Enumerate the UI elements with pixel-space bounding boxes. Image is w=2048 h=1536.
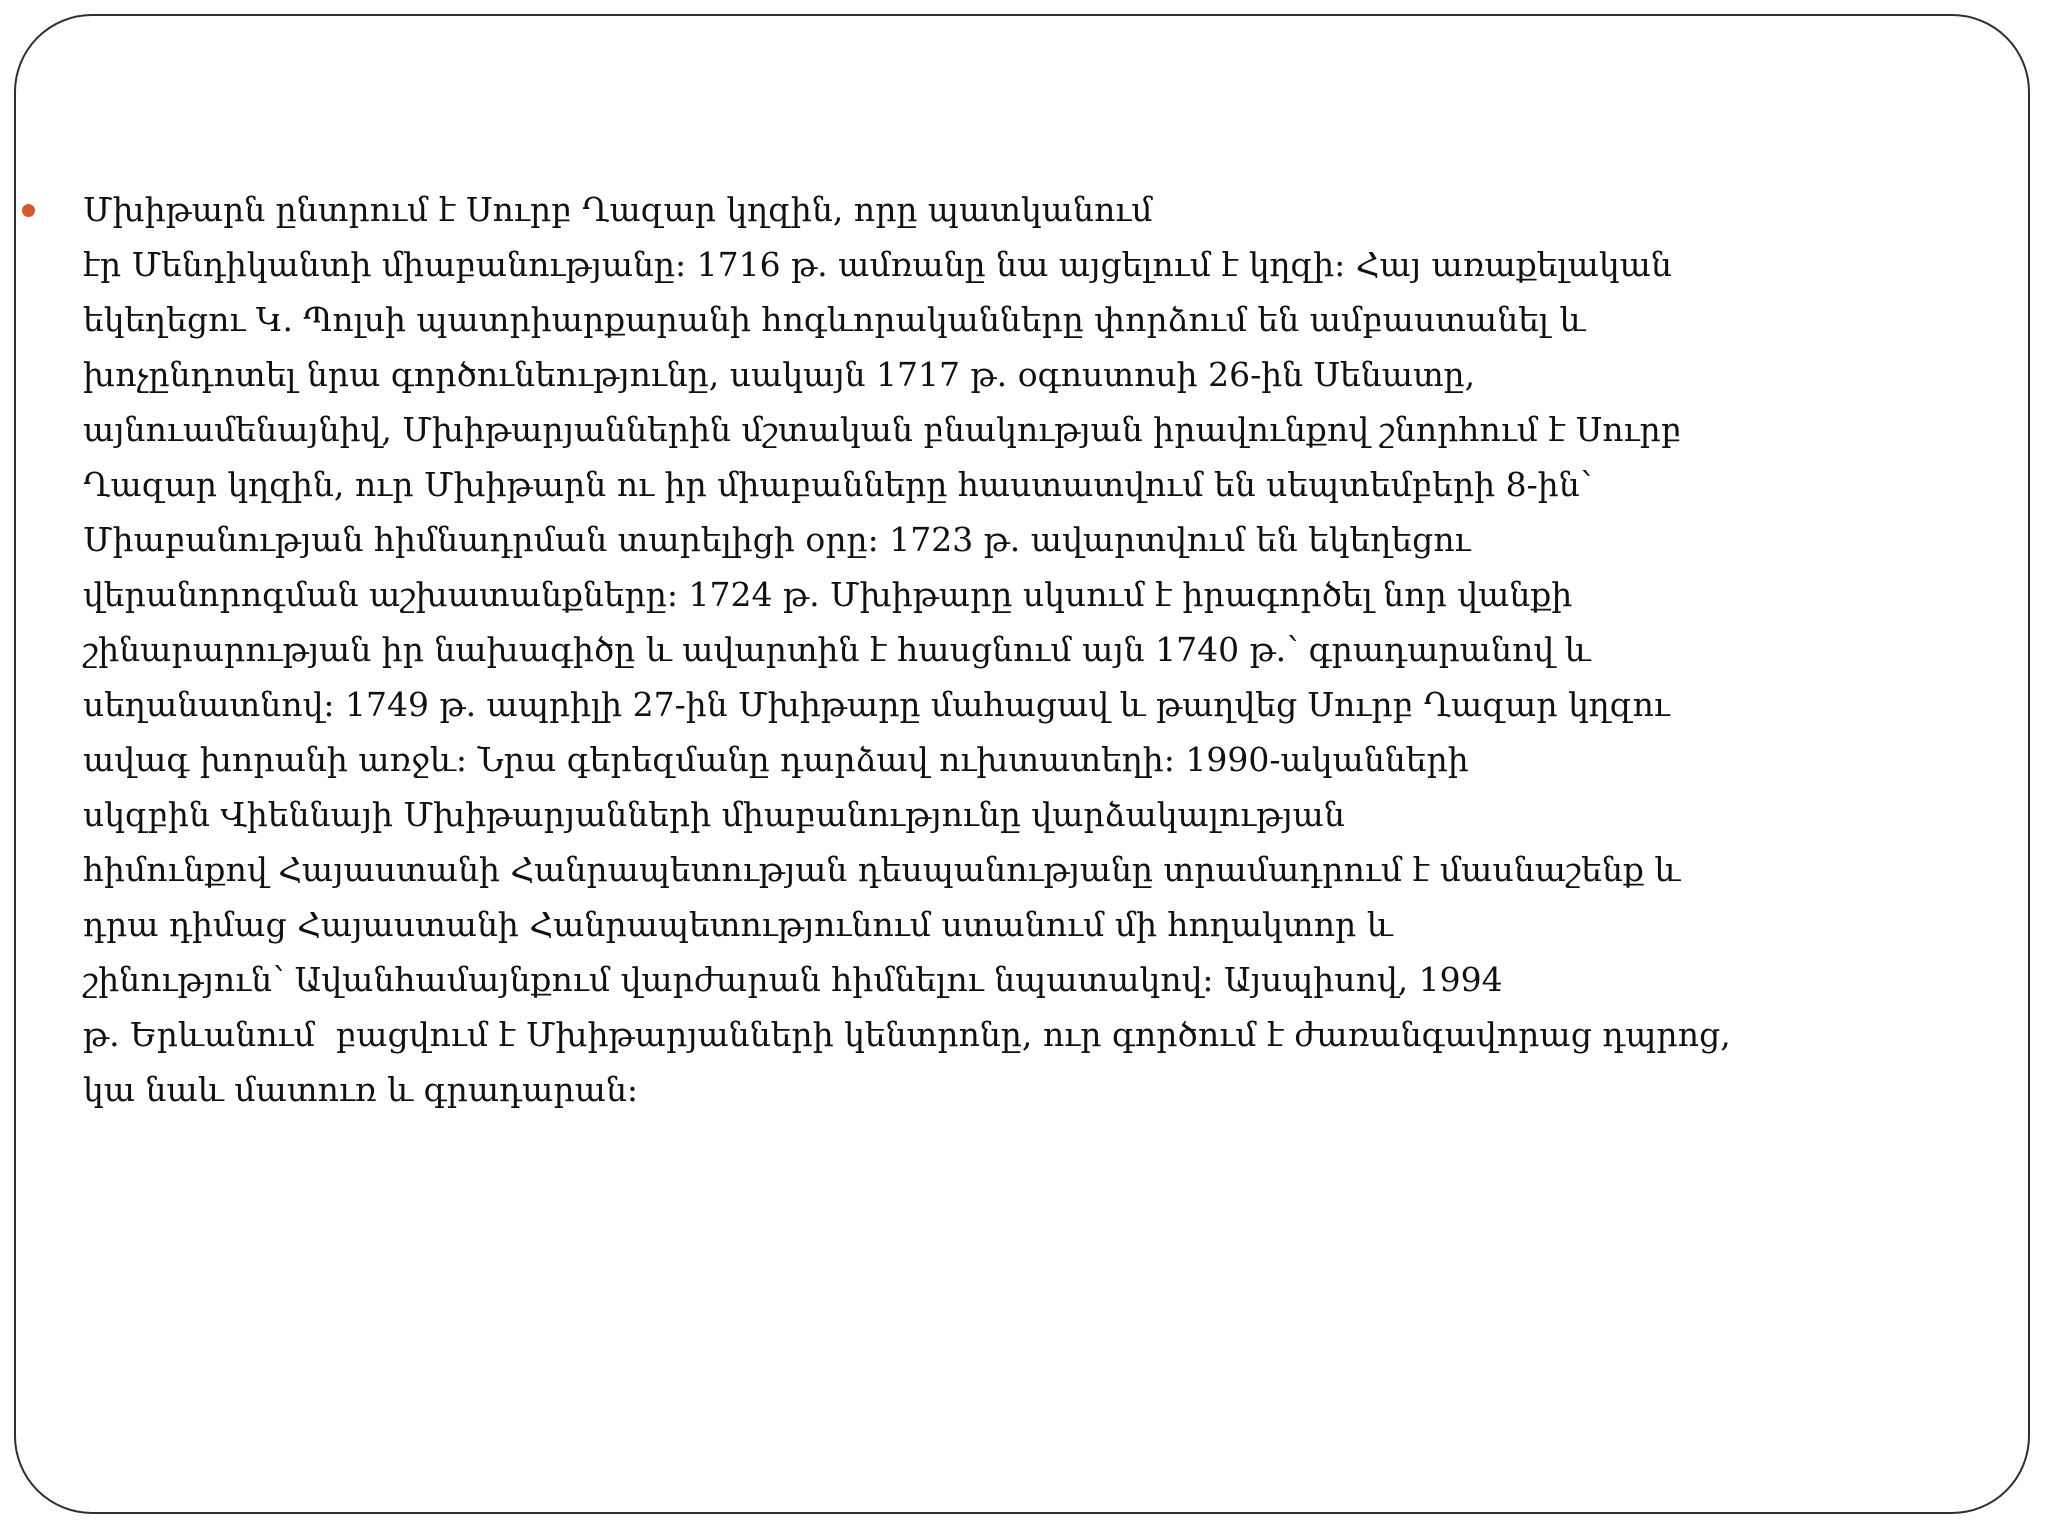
text-line: հիմունքով Հայաստանի Հանրապետության դեսպանությանը տրամադրում է մասնաշենք և <box>83 850 1681 889</box>
text-line: թ. Երևանում բացվում է Մխիթարյանների կենտրոնը, ուր գործում է ժառանգավորաց դպրոց, <box>83 1015 1731 1054</box>
bullet-dot-icon <box>22 204 35 217</box>
text-line: սեղանատնով: 1749 թ. ապրիլի 27-ին Մխիթարը մահացավ և թաղվեց Սուրբ Ղազար կղզու <box>83 685 1670 724</box>
text-line: վերանորոգման աշխատանքները: 1724 թ. Մխիթարը սկսում է իրագործել նոր վանքի <box>83 575 1573 614</box>
text-line: Ղազար կղզին, ուր Մխիթարն ու իր միաբանները հաստատվում են սեպտեմբերի 8-ին՝ <box>83 465 1592 504</box>
text-line: սկզբին Վիեննայի Մխիթարյանների միաբանությունը վարձակալության <box>83 795 1345 834</box>
text-line: խոչընդոտել նրա գործունեությունը, սակայն 1717 թ. օգոստոսի 26-ին Սենատը, <box>83 355 1476 394</box>
text-line: ավագ խորանի առջև: Նրա գերեզմանը դարձավ ուխտատեղի: 1990-ականների <box>83 740 1469 779</box>
text-line: կա նաև մատուռ և գրադարան: <box>83 1070 639 1109</box>
bullet-paragraph <box>83 182 1731 1117</box>
text-line: շինություն՝ Ավանհամայնքում վարժարան հիմնելու նպատակով: Այսպիսով, 1994 <box>83 960 1503 999</box>
text-line: Միաբանության հիմնադրման տարելիցի օրը: 1723 թ. ավարտվում են եկեղեցու <box>83 520 1471 559</box>
bullet-item <box>22 182 2022 1117</box>
text-line: էր Մենդիկանտի միաբանությանը: 1716 թ. ամռանը նա այցելում է կղզի: Հայ առաքելական <box>83 245 1672 284</box>
text-line: եկեղեցու Կ. Պոլսի պատրիարքարանի հոգևորականները փորձում են ամբաստանել և <box>83 300 1586 339</box>
text-line: շինարարության իր նախագիծը և ավարտին է հասցնում այն 1740 թ.՝ գրադարանով և <box>83 630 1591 669</box>
text-line: Մխիթարն ընտրում է Սուրբ Ղազար կղզին, որը պատկանում <box>83 190 1153 229</box>
text-line: դրա դիմաց Հայաստանի Հանրապետությունում ստանում մի հողակտոր և <box>83 905 1393 944</box>
text-line: այնուամենայնիվ, Մխիթարյաններին մշտական բնակության իրավունքով շնորհում է Սուրբ <box>83 410 1682 449</box>
slide-content <box>22 182 2022 1117</box>
